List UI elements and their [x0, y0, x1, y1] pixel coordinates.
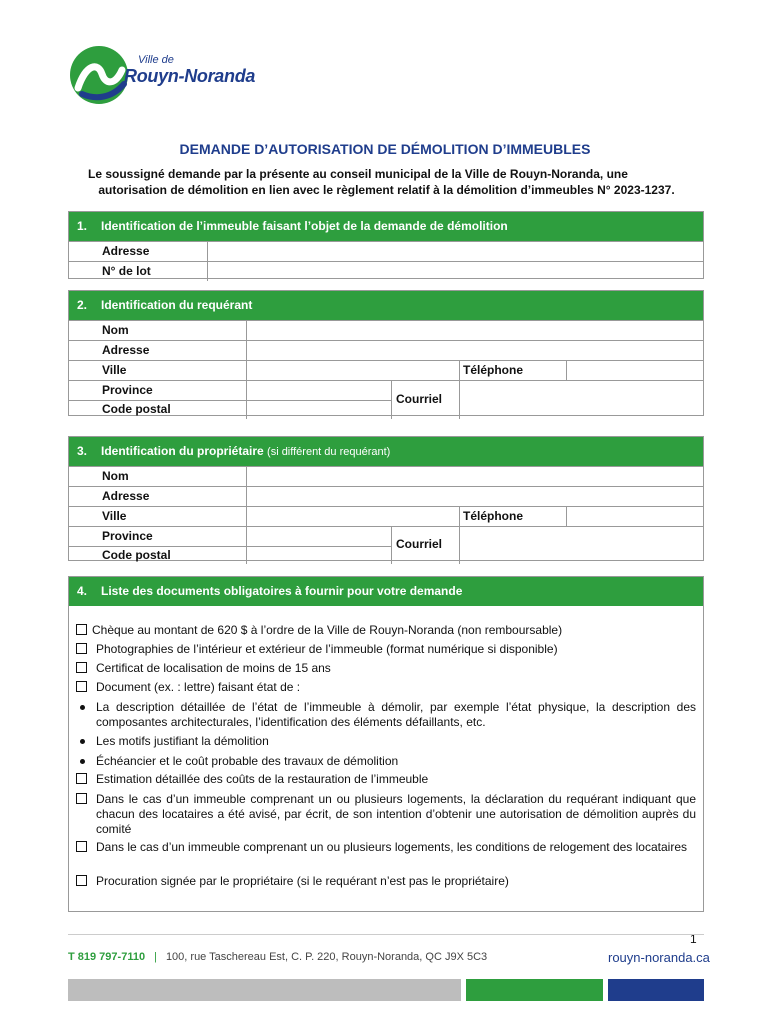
- field-row-province-postal[interactable]: [69, 526, 703, 564]
- field-label: Ville: [102, 509, 127, 523]
- telephone-label: Téléphone: [463, 363, 524, 377]
- checkbox-certificate[interactable]: [76, 662, 87, 673]
- field-label: Province: [102, 383, 153, 397]
- section-title-text: Identification du propriétaire: [101, 444, 264, 458]
- field-row-name[interactable]: [69, 466, 703, 486]
- footer-separator: |: [154, 951, 157, 963]
- field-label: Code postal: [102, 402, 171, 416]
- item-text: Les motifs justifiant la démolition: [96, 734, 269, 748]
- footer-bar-gray: [68, 979, 461, 1001]
- item-text: Dans le cas d’un immeuble comprenant un ou plusieurs logements, les conditions de relogement des locataires: [96, 840, 687, 854]
- field-label: Nom: [102, 323, 129, 337]
- footer-contact: [68, 951, 487, 963]
- field-row-address[interactable]: [69, 241, 703, 261]
- footer-divider: [68, 934, 704, 935]
- item-text: Photographies de l’intérieur et extérieur de l’immeuble (format numérique si disponible): [96, 642, 558, 656]
- field-label: Adresse: [102, 489, 150, 503]
- field-label: Nom: [102, 469, 129, 483]
- item-text: La description détaillée de l’état de l’immeuble à démolir, par exemple l’état physique, la description des composantes architecturales, l’identification des éléments défaillants, etc.: [96, 700, 696, 729]
- section-header: [69, 212, 703, 241]
- item-text: Estimation détaillée des coûts de la restauration de l’immeuble: [96, 772, 429, 786]
- section-note: (si différent du requérant): [267, 446, 391, 458]
- section-header: [69, 577, 703, 606]
- field-label: N° de lot: [102, 264, 151, 278]
- field-row-address[interactable]: [69, 340, 703, 360]
- section-number: 3.: [77, 444, 88, 458]
- checkbox-cheque[interactable]: [76, 624, 87, 635]
- field-row-name[interactable]: [69, 320, 703, 340]
- rouyn-noranda-logo-icon: [68, 44, 130, 106]
- intro-line1: Le soussigné demande par la présente au conseil municipal de la Ville de Rouyn-Noranda, une: [88, 167, 628, 181]
- logo-line1: Ville de: [138, 54, 174, 66]
- section-number: 4.: [77, 584, 88, 598]
- field-label: Adresse: [102, 244, 150, 258]
- item-text: Échéancier et le coût probable des travaux de démolition: [96, 754, 399, 768]
- footer-bar-blue: [608, 979, 704, 1001]
- checkbox-estimate[interactable]: [76, 773, 87, 784]
- field-label: Adresse: [102, 343, 150, 357]
- field-row-city[interactable]: [69, 360, 703, 380]
- item-text: Certificat de localisation de moins de 15 ans: [96, 661, 331, 675]
- footer-bar-green: [466, 979, 603, 1001]
- bullet-icon: [80, 739, 85, 744]
- checkbox-photos[interactable]: [76, 643, 87, 654]
- section-title: Identification de l’immeuble faisant l’objet de la demande de démolition: [101, 219, 508, 233]
- section-title: Identification du requérant: [101, 298, 253, 312]
- item-text: Procuration signée par le propriétaire (si le requérant n’est pas le propriétaire): [96, 874, 509, 888]
- item-text: Dans le cas d’un immeuble comprenant un ou plusieurs logements, la déclaration du requérant indiquant que chacun des locataires a été avisé, par écrit, de son intention d’obtenir une autorisation de démolition auprès du comité: [96, 792, 696, 836]
- checkbox-relocation[interactable]: [76, 841, 87, 852]
- field-row-lot[interactable]: [69, 261, 703, 281]
- section-title: [101, 437, 390, 467]
- section-header: [69, 437, 703, 466]
- intro-line2: autorisation de démolition en lien avec le règlement relatif à la démolition d’immeubles N° 2023-1237.: [98, 183, 675, 197]
- section-building: [68, 211, 704, 279]
- field-row-address[interactable]: [69, 486, 703, 506]
- field-row-province-postal[interactable]: [69, 380, 703, 419]
- field-label: Province: [102, 529, 153, 543]
- section-header: [69, 291, 703, 320]
- bullet-icon: [80, 759, 85, 764]
- logo-line2: Rouyn-Noranda: [124, 66, 256, 86]
- checkbox-proxy[interactable]: [76, 875, 87, 886]
- footer-phone: T 819 797-7110: [68, 951, 146, 963]
- footer-address: 100, rue Taschereau Est, C. P. 220, Rouyn-Noranda, QC J9X 5C3: [165, 951, 488, 963]
- section-applicant: [68, 290, 704, 416]
- section-owner: [68, 436, 704, 561]
- email-label: Courriel: [396, 537, 443, 551]
- section-title: Liste des documents obligatoires à fournir pour votre demande: [101, 584, 463, 598]
- page-title: DEMANDE D’AUTORISATION DE DÉMOLITION D’IMMEUBLES: [179, 141, 591, 157]
- item-text: Chèque au montant de 620 $ à l’ordre de la Ville de Rouyn-Noranda (non remboursable): [92, 623, 563, 637]
- city-logo: [68, 44, 268, 110]
- section-number: 2.: [77, 298, 88, 312]
- telephone-label: Téléphone: [463, 509, 524, 523]
- section-number: 1.: [77, 219, 88, 233]
- checkbox-document[interactable]: [76, 681, 87, 692]
- email-label: Courriel: [396, 392, 443, 406]
- field-row-city[interactable]: [69, 506, 703, 526]
- page-number: 1: [690, 932, 697, 946]
- item-text: Document (ex. : lettre) faisant état de :: [96, 680, 301, 694]
- intro-text: [88, 166, 685, 198]
- checkbox-tenant-notice[interactable]: [76, 793, 87, 804]
- field-label: Ville: [102, 363, 127, 377]
- field-label: Code postal: [102, 548, 171, 562]
- footer-website[interactable]: rouyn-noranda.ca: [608, 950, 710, 965]
- bullet-icon: [80, 705, 85, 710]
